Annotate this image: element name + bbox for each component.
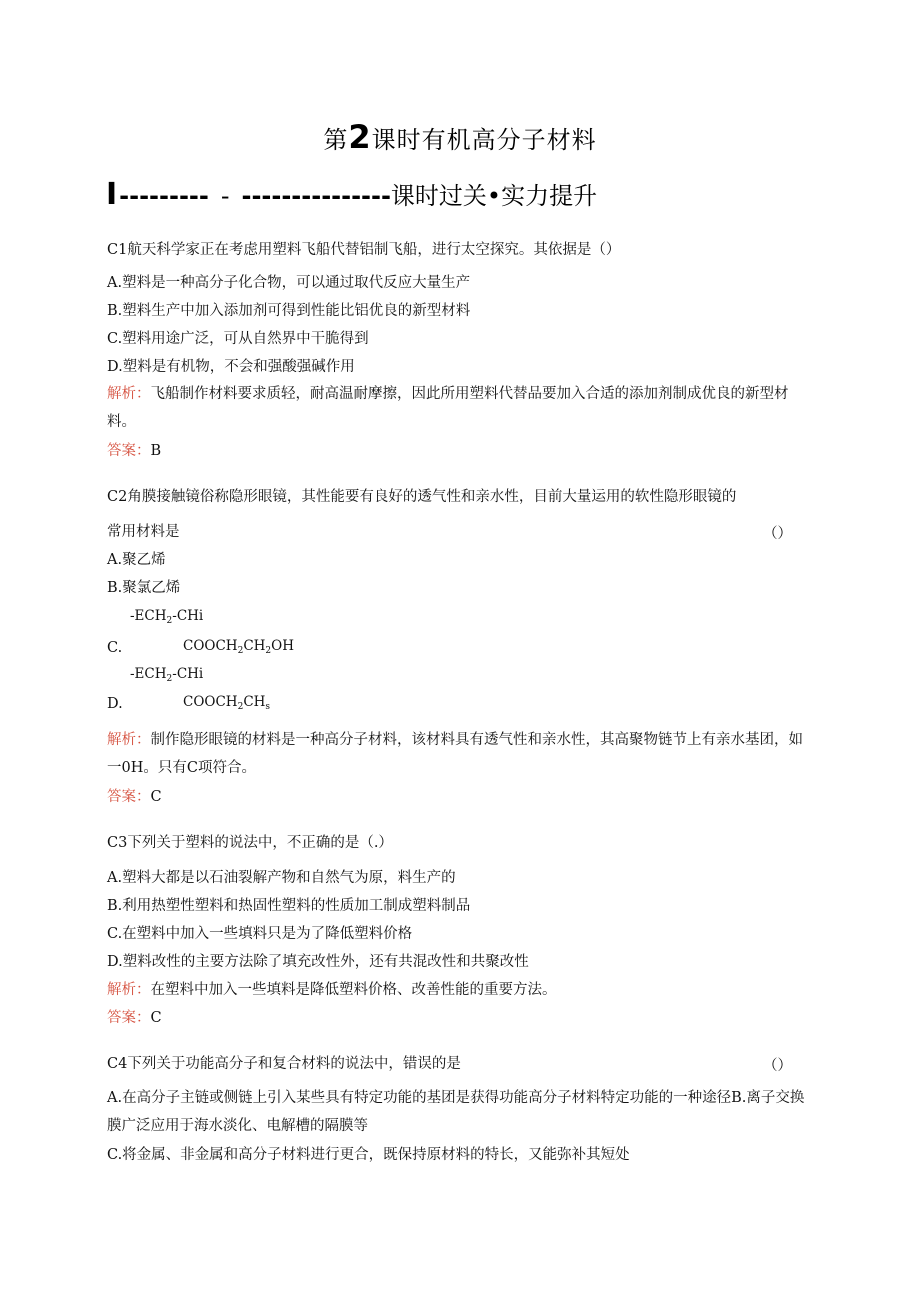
q4-answer-blank: （） [763,1058,792,1074]
q4-option-ab: A.在高分子主链或侧链上引入某些具有特定功能的基团是获得功能高分子材料特定功能的一种途径B.离子交换膜广泛应用于海水淡化、电解槽的隔膜等 [107,1090,805,1134]
q1-analysis: 解析：飞船制作材料要求质轻，耐高温耐摩擦，因此所用塑料代替品要加入合适的添加剂制成优良的新型材料。 [107,386,789,430]
q2-option-d-sidechain: $COOCH_2CH_s$ [183,694,271,712]
q2-option-c-label: C. [107,640,123,656]
q2-answer: 答案：C [107,789,162,805]
q2-option-a: A.聚乙烯 [107,552,166,568]
analysis-label: 解析： [107,732,151,748]
answer-label: 答案： [107,443,151,459]
q3-answer: 答案：C [107,1010,162,1026]
analysis-label: 解析： [107,982,151,998]
q2-option-d-label: D. [107,696,123,712]
q2-stem-line2: 常用材料是 [107,524,180,540]
q1-option-b: B.塑料生产中加入添加剂可得到性能比铝优良的新型材料 [107,303,471,319]
q2-answer-blank: （） [763,526,792,542]
q4-stem: C4下列关于功能高分子和复合材料的说法中，错误的是 [107,1056,461,1072]
page-title: 第2课时有机高分子材料 [323,118,597,156]
q1-option-a: A.塑料是一种高分子化合物，可以通过取代反应大量生产 [107,275,471,291]
q3-option-b: B.利用热塑性塑料和热固性塑料的性质加工制成塑料制品 [107,898,471,914]
q1-stem: C1航天科学家正在考虑用塑料飞船代替铝制飞船，进行太空探究。其依据是（） [107,242,621,258]
q1-option-c: C.塑料用途广泛，可从自然界中干脆得到 [107,331,369,347]
q2-option-b: B.聚氯乙烯 [107,580,181,596]
q4-option-c: C.将金属、非金属和高分子材料进行更合，既保持原材料的特长，又能弥补其短处 [107,1147,630,1163]
q2-stem-line1: C2角膜接触镜俗称隐形眼镜，其性能要有良好的透气性和亲水性，目前大量运用的软性隐形眼镜的 [107,489,737,505]
q1-option-d: D.塑料是有机物，不会和强酸强碱作用 [107,359,355,375]
answer-label: 答案： [107,789,151,805]
q3-option-a: A.塑料大都是以石油裂解产物和自然气为原，料生产的 [107,870,456,886]
q2-option-c-chain: $-ECH_2$-CHi [130,608,204,626]
q3-stem: C3下列关于塑料的说法中，不正确的是（.） [107,835,393,851]
q3-option-c: C.在塑料中加入一些填料只是为了降低塑料价格 [107,926,413,942]
analysis-label: 解析： [107,386,151,402]
q3-analysis: 解析：在塑料中加入一些填料是降低塑料价格、改善性能的重要方法。 [107,982,557,998]
q3-option-d: D.塑料改性的主要方法除了填充改性外，还有共混改性和共聚改性 [107,954,529,970]
q1-answer: 答案：B [107,443,162,459]
section-header: I--------- - ---------------课时过关•实力提升 [106,177,598,212]
q2-option-c-sidechain: $COOCH_2CH_2OH$ [183,638,294,656]
answer-label: 答案： [107,1010,151,1026]
q2-option-d-chain: $-ECH_2$-CHi [130,666,204,684]
q2-analysis: 解析：制作隐形眼镜的材料是一种高分子材料，该材料具有透气性和亲水性，其高聚物链节上有亲水基团，如一0H。只有C项符合。 [107,732,803,776]
